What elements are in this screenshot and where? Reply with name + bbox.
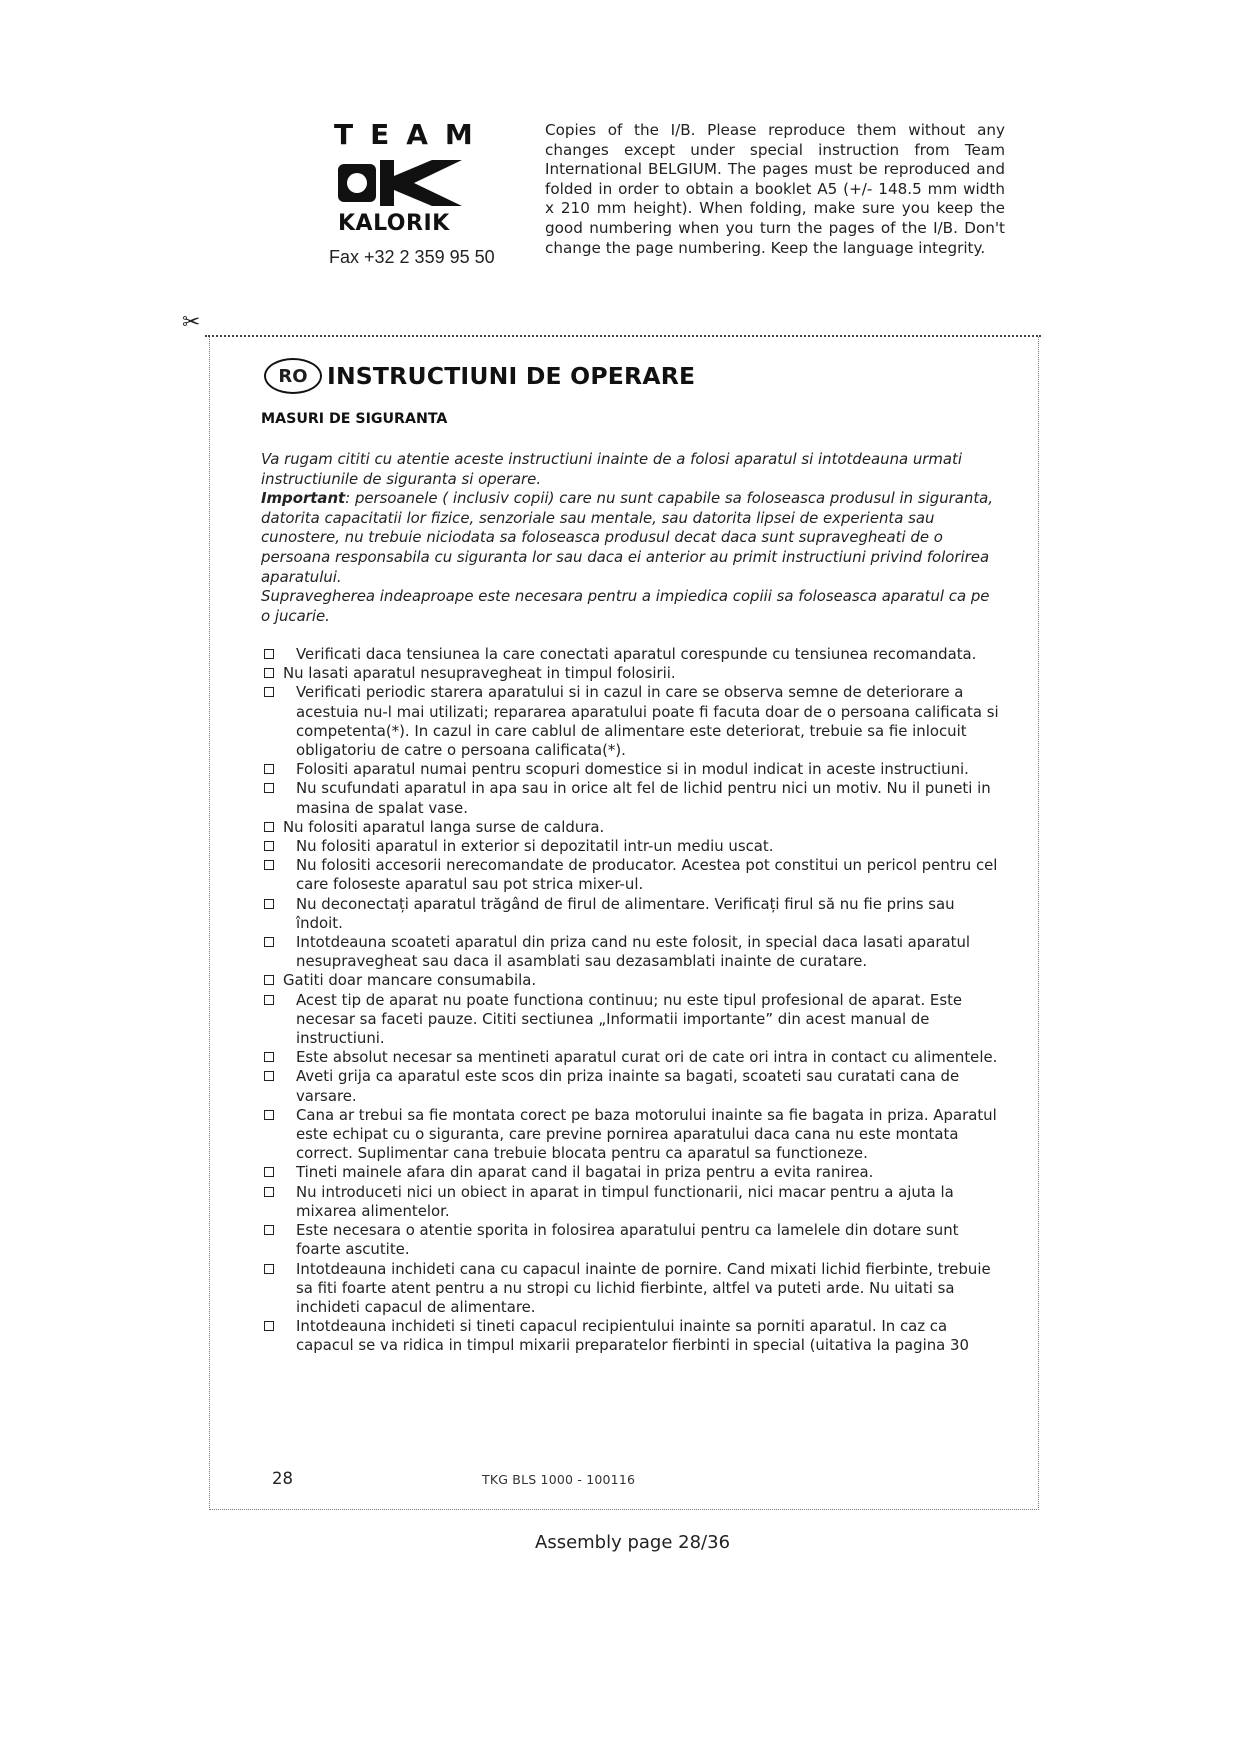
list-item: Nu folositi accesorii nerecomandate de producator. Acestea pot constitui un pericol pentru cel care foloseste aparatul sau pot strica mixer-ul. [261,856,999,894]
list-item: Intotdeauna inchideti cana cu capacul inainte de pornire. Cand mixati lichid fierbinte, trebuie sa fiti foarte atent pentru a nu stropi cu lichid fierbinte, altfel va puteti arde. Nu uitati sa inchideti capacul de alimentare. [261,1260,999,1318]
checkbox-bullet-icon [264,975,274,985]
checkbox-bullet-icon [264,822,274,832]
checkbox-bullet-icon [264,1110,274,1120]
page-title: INSTRUCTIUNI DE OPERARE [327,362,696,390]
list-item: Nu lasati aparatul nesupravegheat in timpul folosirii. [261,664,999,683]
page-heading [264,356,695,396]
fax-number: Fax +32 2 359 95 50 [329,247,495,267]
list-item: Folositi aparatul numai pentru scopuri domestice si in modul indicat in aceste instructiuni. [261,760,999,779]
checkbox-bullet-icon [264,764,274,774]
list-item: Acest tip de aparat nu poate functiona continuu; nu este tipul profesional de aparat. Este necesar sa faceti pauze. Cititi sectiunea „Informatii importante” din acest manual de instructiuni. [261,991,999,1049]
list-item: Intotdeauna inchideti si tineti capacul recipientului inainte sa porniti aparatul. In caz ca capacul se va ridica in timpul mixarii preparatelor fierbinti in special (uitativa la pagina 30 [261,1317,999,1355]
supervision-paragraph: Supravegherea indeaproape este necesara pentru a impiedica copiii sa foloseasca aparatul ca pe o jucarie. [261,587,990,625]
list-item: Intotdeauna scoateti aparatul din priza cand nu este folosit, in special daca lasati aparatul nesupravegheat sau daca il asamblati sau dezasamblati inainte de curatare. [261,933,999,971]
checkbox-bullet-icon [264,899,274,909]
checkbox-bullet-icon [264,687,274,697]
important-paragraph [261,489,996,587]
checkbox-bullet-icon [264,1264,274,1274]
list-item: Cana ar trebui sa fie montata corect pe baza motorului inainte sa fie bagata in priza. Aparatul este echipat cu o siguranta, care previne pornirea aparatului daca cana nu este montata correct. Suplimentar cana trebuie blocata pentru ca aparatul sa functioneze. [261,1106,999,1164]
intro-paragraph: Va rugam cititi cu atentie aceste instructiuni inainte de a folosi aparatul si intotdeauna urmati instructiunile de siguranta si operare. [261,450,963,488]
list-item: Verificati periodic starera aparatului si in cazul in care se observa semne de deteriorare a acestuia nu-l mai utilizati; repararea aparatului poate fi facuta doar de o persoana calificata si competenta(*). In cazul in care cablul de alimentare este deteriorat, trebuie sa fie inlocuit obligatoriu de catre o persoana calificata(*). [261,683,999,760]
important-text: : persoanele ( inclusiv copii) care nu sunt capabile sa foloseasca produsul in siguranta, datorita capacitatii lor fizice, senzoriale sau mentale, sau datorita lipsei de experienta sau cunostere, nu trebuie niciodata sa foloseasca produsul decat daca sunt supravegheati de o persoana responsabila cu siguranta lor sau daca ei anterior au primit instructiuni privind folorirea aparatului. [261,489,994,586]
language-badge: RO [264,358,322,394]
logo-mark-icon [336,158,466,208]
important-label: Important [261,489,346,508]
intro-text [261,450,996,626]
list-item: Gatiti doar mancare consumabila. [261,971,999,990]
list-item: Este absolut necesar sa mentineti aparatul curat ori de cate ori intra in contact cu alimentele. [261,1048,999,1067]
logo-team-text: TEAM [334,118,490,151]
checkbox-bullet-icon [264,1321,274,1331]
checkbox-bullet-icon [264,860,274,870]
checkbox-bullet-icon [264,649,274,659]
checkbox-bullet-icon [264,1071,274,1081]
logo-kalorik-text: KALORIK [338,211,450,236]
list-item: Tineti mainele afara din aparat cand il bagatai in priza pentru a evita ranirea. [261,1163,999,1182]
team-kalorik-logo [330,118,490,236]
list-item: Nu introduceti nici un obiect in aparat in timpul functionarii, nici macar pentru a ajuta la mixarea alimentelor. [261,1183,999,1221]
checkbox-bullet-icon [264,995,274,1005]
checkbox-bullet-icon [264,1225,274,1235]
document-code: TKG BLS 1000 - 100116 [482,1472,636,1487]
list-item: Nu scufundati aparatul in apa sau in orice alt fel de lichid pentru nici un motiv. Nu il puneti in masina de spalat vase. [261,779,999,817]
print-instructions: Copies of the I/B. Please reproduce them without any changes except under special instruction from Team International BELGIUM. The pages must be reproduced and folded in order to obtain a booklet A5 (+/- 148.5 mm width x 210 mm height). When folding, make sure you keep the good numbering when you turn the pages of the I/B. Don't change the page numbering. Keep the language integrity. [545,121,1005,257]
checkbox-bullet-icon [264,783,274,793]
list-item: Aveti grija ca aparatul este scos din priza inainte sa bagati, scoateti sau curatati cana de varsare. [261,1067,999,1105]
checkbox-bullet-icon [264,1167,274,1177]
checkbox-bullet-icon [264,1187,274,1197]
list-item: Nu deconectați aparatul trăgând de firul de alimentare. Verificați firul să nu fie prins sau îndoit. [261,895,999,933]
checkbox-bullet-icon [264,841,274,851]
list-item: Verificati daca tensiunea la care conectati aparatul corespunde cu tensiunea recomandata. [261,645,999,664]
section-title: MASURI DE SIGURANTA [261,411,448,427]
page-number: 28 [272,1469,293,1488]
scissors-icon: ✂ [182,310,201,335]
checkbox-bullet-icon [264,668,274,678]
list-item: Este necesara o atentie sporita in folosirea aparatului pentru ca lamelele din dotare sunt foarte ascutite. [261,1221,999,1259]
checkbox-bullet-icon [264,1052,274,1062]
checkbox-bullet-icon [264,937,274,947]
assembly-page-label: Assembly page 28/36 [535,1532,731,1553]
list-item: Nu folositi aparatul in exterior si depozitatil intr-un mediu uscat. [261,837,999,856]
safety-list [261,645,999,1356]
list-item: Nu folositi aparatul langa surse de caldura. [261,818,999,837]
